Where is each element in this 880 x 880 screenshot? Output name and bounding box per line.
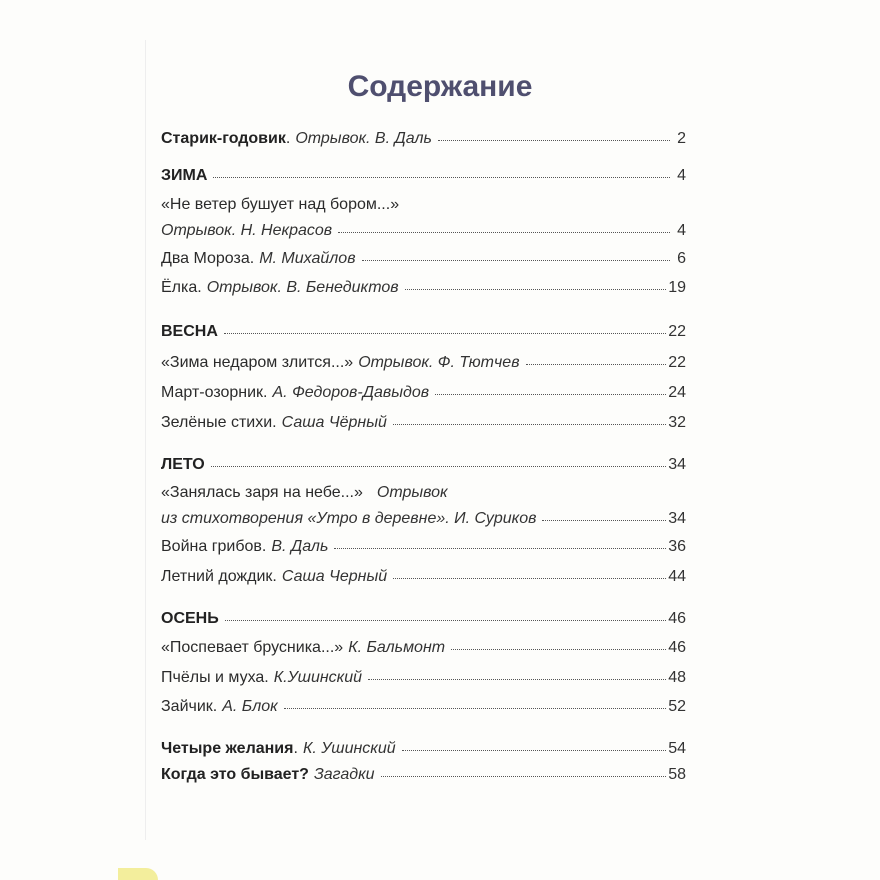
entry-author: Загадки	[313, 766, 375, 783]
toc-entry	[161, 250, 686, 268]
entry-title: Два Мороза.	[161, 250, 255, 267]
section-title: ЛЕТО	[161, 456, 205, 473]
toc-entry	[161, 669, 686, 687]
toc-entry	[161, 414, 686, 432]
toc-entry	[161, 354, 686, 372]
leader-dots	[402, 750, 667, 751]
entry-title: Зайчик.	[161, 698, 218, 715]
entry-author: Саша Чёрный	[281, 414, 387, 431]
toc-entry	[161, 639, 686, 657]
entry-author: Отрывок. В. Даль	[295, 130, 432, 147]
page-number: 32	[668, 414, 686, 431]
page-number: 52	[668, 698, 686, 715]
entry-title: «Зима недаром злится...»	[161, 354, 354, 371]
leader-dots	[224, 333, 666, 334]
page-number: 19	[668, 279, 686, 296]
page-number: 34	[668, 456, 686, 473]
entry-title: Четыре желания	[161, 740, 294, 757]
entry-title: Летний дождик.	[161, 568, 277, 585]
yellow-page-corner	[118, 868, 158, 880]
entry-author: А. Блок	[222, 698, 278, 715]
entry-title: Зелёные стихи.	[161, 414, 277, 431]
leader-dots	[435, 394, 666, 395]
leader-dots	[451, 649, 666, 650]
entry-title: Ёлка.	[161, 279, 202, 296]
entry-title: «Не ветер бушует над бором...»	[161, 196, 400, 213]
entry-author: Отрывок	[376, 484, 448, 501]
page-number: 46	[668, 639, 686, 656]
toc-entry	[161, 568, 686, 586]
page-number: 54	[668, 740, 686, 757]
toc-entry: Старик-годовик . Отрывок. В. Даль 2	[161, 130, 686, 147]
section-title: ЗИМА	[161, 167, 208, 184]
section-title: ОСЕНЬ	[161, 610, 219, 627]
toc-entry	[161, 698, 686, 716]
page-number: 22	[668, 323, 686, 340]
entry-author: В. Даль	[271, 538, 329, 555]
leader-dots	[211, 466, 666, 467]
page-number: 44	[668, 568, 686, 585]
entry-title: Когда это бывает?	[161, 766, 309, 783]
page-number: 4	[677, 167, 686, 184]
entry-author: К. Ушинский	[302, 740, 396, 757]
toc-section-heading	[161, 456, 686, 474]
toc-entry	[161, 196, 686, 214]
leader-dots	[393, 424, 666, 425]
leader-dots	[338, 232, 670, 233]
page-number: 46	[668, 610, 686, 627]
entry-title: «Поспевает брусника...»	[161, 639, 344, 656]
leader-dots	[362, 260, 670, 261]
toc-entry	[161, 279, 686, 297]
leader-dots	[526, 364, 667, 365]
toc-entry	[161, 766, 686, 784]
toc-entry	[161, 538, 686, 556]
entry-author: Отрывок. В. Бенедиктов	[206, 279, 399, 296]
entry-author: К. Бальмонт	[348, 639, 446, 656]
leader-dots	[368, 679, 666, 680]
entry-author: Саша Черный	[281, 568, 388, 585]
toc-section-heading	[161, 167, 686, 185]
page-number: 22	[668, 354, 686, 371]
page-title: Содержание	[347, 70, 533, 103]
leader-dots	[542, 520, 666, 521]
leader-dots	[381, 776, 667, 777]
entry-author: Отрывок. Н. Некрасов	[161, 222, 333, 239]
page-number: 58	[668, 766, 686, 783]
entry-title: Война грибов.	[161, 538, 267, 555]
entry-title: Март-озорник.	[161, 384, 268, 401]
page-number: 48	[668, 669, 686, 686]
leader-dots	[225, 620, 666, 621]
page-number: 34	[668, 510, 686, 527]
page-number: 2	[677, 130, 686, 147]
entry-author: Отрывок. Ф. Тютчев	[358, 354, 520, 371]
toc-entry	[161, 222, 686, 240]
leader-dots	[334, 548, 666, 549]
entry-title: «Занялась заря на небе...»	[161, 484, 363, 501]
entry-author: М. Михайлов	[259, 250, 356, 267]
leader-dots	[213, 177, 670, 178]
entry-author: А. Федоров-Давыдов	[272, 384, 430, 401]
entry-title: Пчёлы и муха.	[161, 669, 269, 686]
page-number: 4	[677, 222, 686, 239]
toc-entry: Четыре желания . К. Ушинский 54	[161, 740, 686, 757]
page-number: 36	[668, 538, 686, 555]
toc-section-heading	[161, 323, 686, 341]
section-title: ВЕСНА	[161, 323, 218, 340]
leader-dots	[393, 578, 666, 579]
page-fold-line	[145, 40, 146, 840]
page-number: 24	[668, 384, 686, 401]
toc-entry	[161, 384, 686, 402]
leader-dots	[284, 708, 667, 709]
entry-author: К.Ушинский	[273, 669, 363, 686]
toc-section-heading	[161, 610, 686, 628]
entry-title: Старик-годовик	[161, 130, 286, 147]
entry-author: из стихотворения «Утро в деревне». И. Суриков	[161, 510, 537, 527]
leader-dots	[438, 140, 670, 141]
toc-entry	[161, 510, 686, 528]
page-number: 6	[677, 250, 686, 267]
leader-dots	[405, 289, 667, 290]
toc-entry	[161, 484, 686, 502]
